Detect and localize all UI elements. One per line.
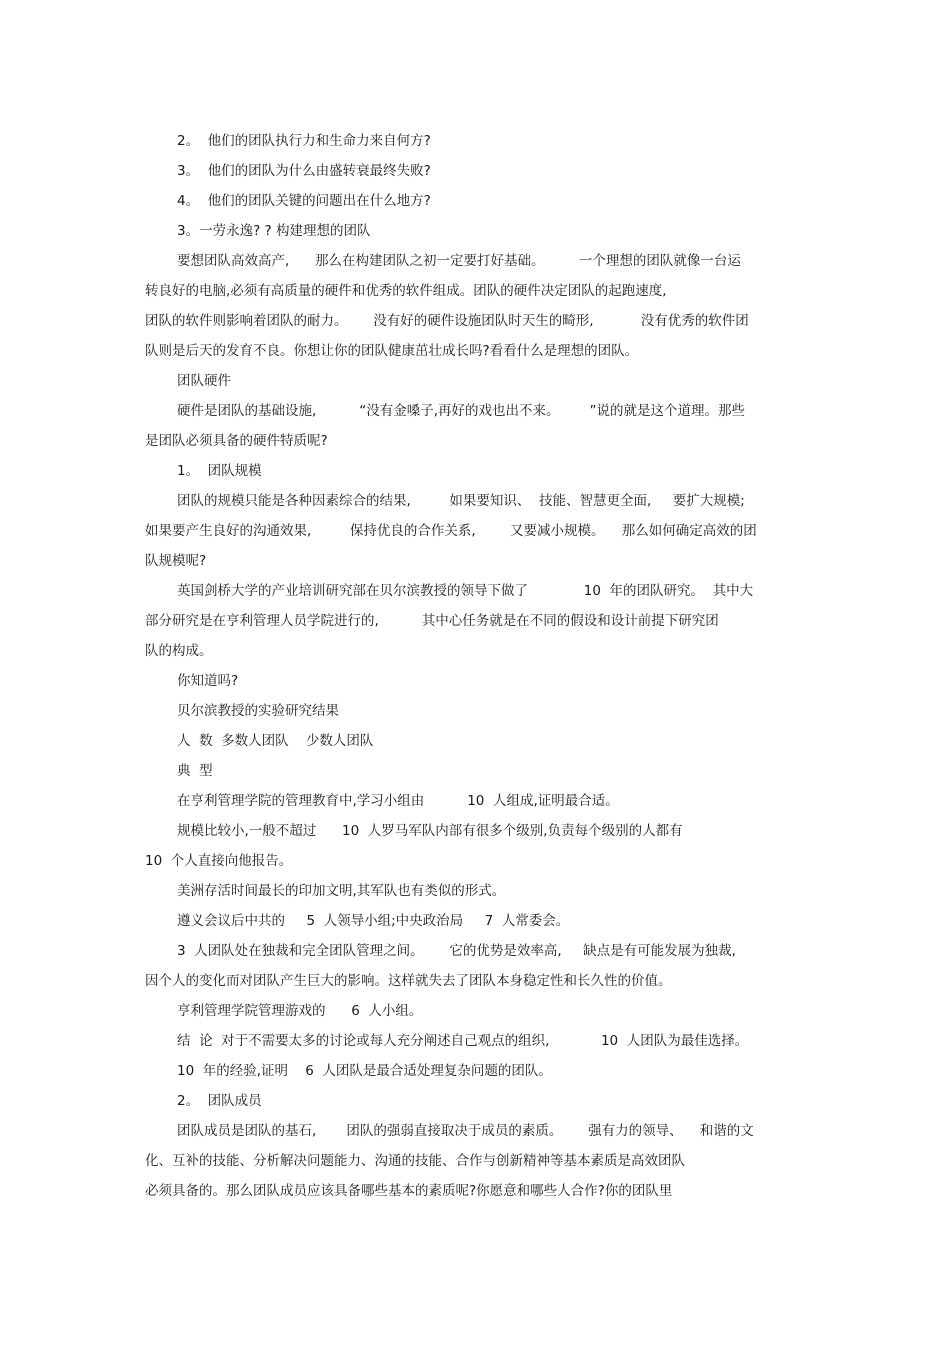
text-line: 3。 他们的团队为什么由盛转衰最终失败?	[177, 163, 431, 179]
text-line: 化、互补的技能、分析解决问题能力、沟通的技能、合作与创新精神等基本素质是高效团队	[145, 1153, 685, 1169]
text-line: 人 数 多数人团队 少数人团队	[177, 733, 374, 749]
section-heading: 1。 团队规模	[177, 463, 262, 479]
text-line: 遵义会议后中共的 5 人领导小组;中央政治局 7 人常委会。	[177, 913, 570, 929]
section-heading: 2。 团队成员	[177, 1093, 262, 1109]
text-line: 队的构成。	[145, 643, 213, 659]
text-line: 亨利管理学院管理游戏的 6 人小组。	[177, 1003, 423, 1019]
text-line: 必须具备的。那么团队成员应该具备哪些基本的素质呢?你愿意和哪些人合作?你的团队里	[145, 1183, 673, 1199]
text-line: 如果要产生良好的沟通效果, 保持优良的合作关系, 又要减小规模。 那么如何确定高效的团	[145, 523, 757, 539]
text-line: 在亨利管理学院的管理教育中,学习小组由 10 人组成,证明最合适。	[177, 793, 619, 809]
text-line: 队则是后天的发育不良。你想让你的团队健康茁壮成长吗?看看什么是理想的团队。	[145, 343, 639, 359]
text-line: 4。 他们的团队关键的问题出在什么地方?	[177, 193, 431, 209]
text-line: 结 论 对于不需要太多的讨论或每人充分阐述自己观点的组织, 10 人团队为最佳选择。	[177, 1033, 749, 1049]
text-line: 转良好的电脑,必须有高质量的硬件和优秀的软件组成。团队的硬件决定团队的起跑速度,	[145, 283, 667, 299]
text-line: 规模比较小,一般不超过 10 人罗马军队内部有很多个级别,负责每个级别的人都有	[177, 823, 683, 839]
text-line: 英国剑桥大学的产业培训研究部在贝尔滨教授的领导下做了 10 年的团队研究。 其中大	[177, 583, 754, 599]
text-line: 团队成员是团队的基石, 团队的强弱直接取决于成员的素质。 强有力的领导、 和谐的文	[177, 1123, 754, 1139]
text-line: 2。 他们的团队执行力和生命力来自何方?	[177, 133, 431, 149]
text-line: 硬件是团队的基础设施, “没有金嗓子,再好的戏也出不来。 ”说的就是这个道理。那些	[177, 403, 746, 419]
text-line: 典 型	[177, 763, 213, 779]
section-heading: 团队硬件	[177, 373, 231, 389]
text-line: 你知道吗?	[177, 673, 239, 689]
text-line: 美洲存活时间最长的印加文明,其军队也有类似的形式。	[177, 883, 506, 899]
text-line: 队规模呢?	[145, 553, 207, 569]
text-line: 3 人团队处在独裁和完全团队管理之间。 它的优势是效率高, 缺点是有可能发展为独裁,	[177, 943, 736, 959]
text-line: 要想团队高效高产, 那么在构建团队之初一定要打好基础。 一个理想的团队就像一台运	[177, 253, 741, 269]
text-line: 团队的软件则影响着团队的耐力。 没有好的硬件设施团队时天生的畸形, 没有优秀的软件团	[145, 313, 749, 329]
text-line: 贝尔滨教授的实验研究结果	[177, 703, 339, 719]
section-heading: 3。一劳永逸? ? 构建理想的团队	[177, 223, 371, 239]
text-line: 部分研究是在亨利管理人员学院进行的, 其中心任务就是在不同的假设和设计前提下研究团	[145, 613, 719, 629]
text-line: 是团队必须具备的硬件特质呢?	[145, 433, 328, 449]
text-line: 10 年的经验,证明 6 人团队是最合适处理复杂问题的团队。	[177, 1063, 552, 1079]
text-line: 因个人的变化而对团队产生巨大的影响。这样就失去了团队本身稳定性和长久性的价值。	[145, 973, 672, 989]
text-line: 团队的规模只能是各种因素综合的结果, 如果要知识、 技能、智慧更全面, 要扩大规模;	[177, 493, 745, 509]
text-line: 10 个人直接向他报告。	[145, 853, 293, 869]
